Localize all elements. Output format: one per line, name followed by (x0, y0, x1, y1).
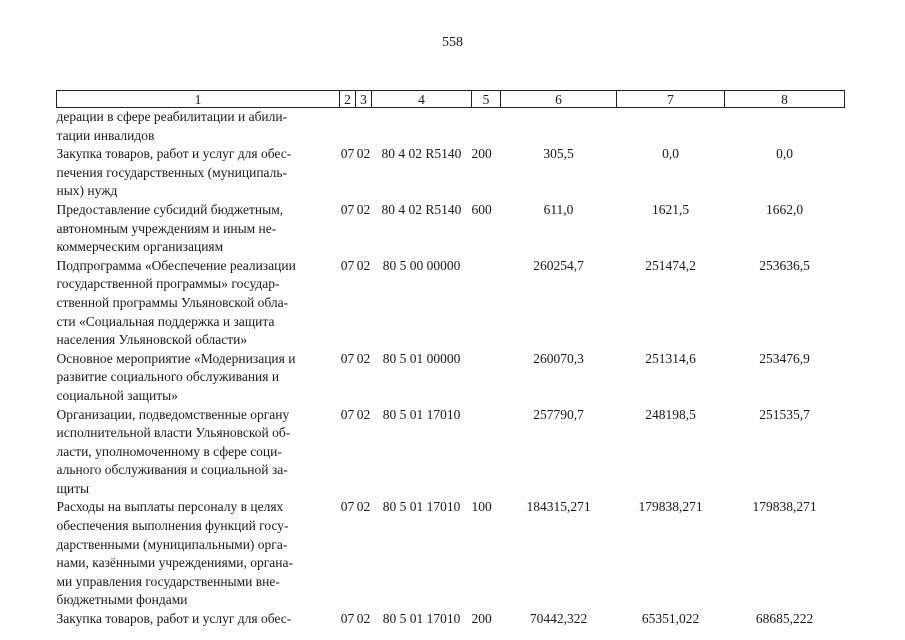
row-section-code: 07 (340, 201, 355, 217)
table-row (57, 201, 845, 257)
row-target-article: 80 5 00 00000 (382, 257, 461, 273)
row-amount-year-2: 65351,022 (641, 611, 700, 627)
row-subsection-code: 02 (356, 611, 371, 627)
row-subsection-code: 02 (356, 350, 371, 366)
header-col-3: 3 (356, 91, 372, 108)
row-description (57, 108, 340, 146)
description-line: Подпрограмма «Обеспечение реализации (56, 257, 296, 273)
table-row (57, 145, 845, 201)
row-amount-year-1 (501, 108, 617, 146)
row-section-code: 07 (340, 146, 355, 162)
row-expense-type: 600 (471, 201, 492, 217)
row-target-article: 80 4 02 R5140 (381, 201, 462, 217)
row-expense-type (472, 350, 501, 406)
row-subsection-code: 02 (356, 257, 371, 273)
row-expense-type (472, 257, 501, 350)
description-line: сти «Социальная поддержка и защита (56, 313, 275, 329)
table-body (57, 108, 845, 629)
description-line: государственной программы» государ- (56, 276, 280, 292)
header-col-7: 7 (617, 91, 725, 108)
row-amount-year-2: 0,0 (662, 146, 679, 162)
row-description (57, 350, 340, 406)
row-amount-year-3: 1662,0 (765, 201, 804, 217)
row-target-article: 80 4 02 R5140 (381, 146, 462, 162)
row-amount-year-1: 260254,7 (533, 257, 584, 273)
description-line: щиты (56, 480, 90, 496)
row-amount-year-3: 253636,5 (759, 257, 810, 273)
row-target-article (372, 108, 472, 146)
table-row (57, 108, 845, 146)
header-col-8: 8 (725, 91, 845, 108)
table-row (57, 257, 845, 350)
description-line: ственной программы Ульяновской обла- (56, 294, 289, 310)
row-amount-year-1: 611,0 (543, 201, 574, 217)
row-section-code (340, 108, 356, 146)
row-section-code: 07 (340, 611, 355, 627)
row-amount-year-1: 70442,322 (529, 611, 588, 627)
row-target-article: 80 5 01 17010 (382, 499, 461, 515)
row-description (57, 145, 340, 201)
row-amount-year-1: 184315,271 (526, 499, 591, 515)
table-row (57, 610, 845, 629)
row-section-code: 07 (340, 406, 355, 422)
description-line: Закупка товаров, работ и услуг для обес- (56, 146, 292, 162)
row-amount-year-2: 1621,5 (651, 201, 690, 217)
header-col-1: 1 (57, 91, 340, 108)
row-description (57, 257, 340, 350)
row-subsection-code: 02 (356, 146, 371, 162)
row-amount-year-3 (725, 108, 845, 146)
row-expense-type: 200 (471, 611, 492, 627)
row-target-article: 80 5 01 17010 (382, 611, 461, 627)
description-line: тации инвалидов (56, 127, 155, 143)
row-subsection-code: 02 (356, 499, 371, 515)
row-amount-year-2 (617, 108, 725, 146)
description-line: бюджетными фондами (56, 592, 188, 608)
description-line: нами, казёнными учреждениями, органа- (56, 555, 293, 571)
description-line: социальной защиты» (56, 387, 178, 403)
description-line: ми управления государственными вне- (56, 573, 280, 589)
row-subsection-code: 02 (356, 201, 371, 217)
row-amount-year-3: 0,0 (776, 146, 793, 162)
budget-table-container (56, 90, 844, 629)
table-row (57, 350, 845, 406)
header-col-6: 6 (501, 91, 617, 108)
description-line: развитие социального обслуживания и (56, 369, 280, 385)
row-amount-year-2: 251474,2 (645, 257, 696, 273)
description-line: Организации, подведомственные органу (56, 406, 290, 422)
row-expense-type (472, 108, 501, 146)
description-line: дерации в сфере реабилитации и абили- (56, 109, 288, 124)
row-amount-year-1: 305,5 (543, 146, 574, 162)
row-target-article: 80 5 01 17010 (382, 406, 461, 422)
row-amount-year-3: 253476,9 (759, 350, 810, 366)
description-line: ального обслуживания и социальной за- (56, 462, 288, 478)
description-line: обеспечения выполнения функций госу- (56, 518, 289, 534)
row-subsection-code (356, 108, 372, 146)
header-col-4: 4 (372, 91, 472, 108)
row-expense-type (472, 406, 501, 499)
row-amount-year-3: 68685,222 (755, 611, 814, 627)
row-subsection-code: 02 (356, 406, 371, 422)
description-line: населения Ульяновской области» (56, 332, 248, 348)
row-section-code: 07 (340, 257, 355, 273)
header-col-5: 5 (472, 91, 501, 108)
description-line: ных) нужд (56, 183, 118, 199)
row-amount-year-2: 248198,5 (645, 406, 696, 422)
header-col-2: 2 (340, 91, 356, 108)
description-line: коммерческим организациям (56, 239, 224, 255)
table-row (57, 498, 845, 610)
row-description (57, 201, 340, 257)
page-number: 558 (442, 35, 463, 50)
row-amount-year-1: 257790,7 (533, 406, 584, 422)
description-line: Предоставление субсидий бюджетным, (56, 201, 284, 217)
description-line: дарственными (муниципальными) орга- (56, 536, 288, 552)
row-amount-year-2: 179838,271 (638, 499, 703, 515)
row-description (57, 406, 340, 499)
table-row (57, 406, 845, 499)
table-header (57, 91, 845, 108)
description-line: автономным учреждениям и иным не- (56, 220, 277, 236)
description-line: печения государственных (муниципаль- (56, 164, 288, 180)
row-expense-type: 100 (471, 499, 492, 515)
row-section-code: 07 (340, 499, 355, 515)
description-line: Закупка товаров, работ и услуг для обес- (56, 611, 292, 627)
row-amount-year-2: 251314,6 (645, 350, 696, 366)
description-line: Основное мероприятие «Модернизация и (56, 350, 296, 366)
row-expense-type: 200 (471, 146, 492, 162)
row-amount-year-3: 179838,271 (752, 499, 817, 515)
description-line: ласти, уполномоченному в сфере соци- (56, 443, 282, 459)
row-amount-year-1: 260070,3 (533, 350, 584, 366)
description-line: исполнительной власти Ульяновской об- (56, 425, 291, 441)
row-section-code: 07 (340, 350, 355, 366)
row-description (57, 498, 340, 610)
row-description (57, 610, 340, 629)
row-amount-year-3: 251535,7 (759, 406, 810, 422)
header-row (57, 91, 845, 108)
description-line: Расходы на выплаты персоналу в целях (56, 499, 284, 515)
budget-table (56, 90, 845, 629)
row-target-article: 80 5 01 00000 (382, 350, 461, 366)
